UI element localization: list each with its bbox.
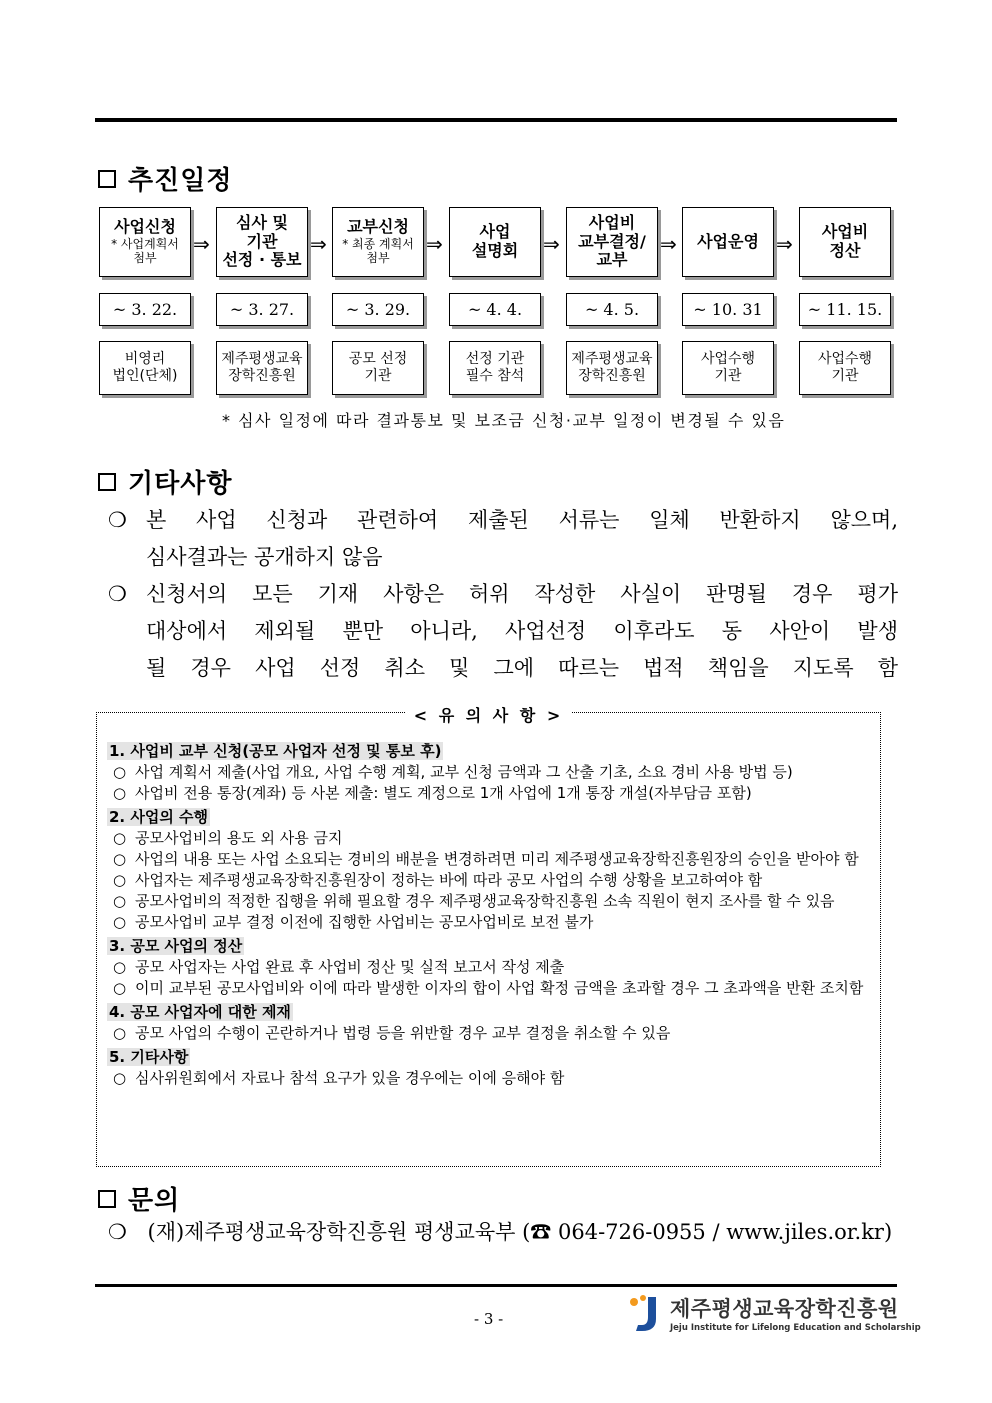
step-subtext: * 사업계획서 첨부 — [111, 237, 179, 266]
notice-item-text: 공모사업비 교부 결정 이전에 집행한 사업비는 공모사업비로 보전 불가 — [135, 913, 594, 931]
circle-bullet-icon: ○ — [113, 763, 127, 781]
step-date: ~ 3. 22. — [99, 293, 191, 326]
flow-arrow-icon: ⇒ — [426, 232, 443, 256]
step-title: 사업비 교부결정/ 교부 — [578, 212, 646, 270]
notice-item — [107, 870, 877, 891]
other-line: 될 경우 사업 선정 취소 및 그에 따르는 법적 책임을 지도록 함 — [146, 656, 898, 680]
step-organization: 비영리 법인(단체) — [99, 341, 191, 395]
schedule-step — [99, 207, 191, 277]
notice-heading — [107, 1047, 877, 1068]
step-organization: 제주평생교육 장학진흥원 — [566, 341, 658, 395]
notice-item-text: 이미 교부된 공모사업비와 이에 따라 발생한 이자의 합이 사업 확정 금액을 초과할 경우 그 초과액을 반환 조치함 — [135, 979, 864, 997]
notice-item — [107, 957, 877, 978]
institution-logo — [626, 1293, 921, 1333]
logo-name: 제주평생교육장학진흥원 — [670, 1297, 899, 1321]
step-date: ~ 4. 4. — [449, 293, 541, 326]
notice-item-text: 사업 계획서 제출(사업 개요, 사업 수행 계획, 교부 신청 금액과 그 산출 기초, 소요 경비 사용 방법 등) — [135, 763, 793, 781]
other-line: 심사결과는 공개하지 않음 — [146, 545, 383, 569]
other-line: 본 사업 신청과 관련하여 제출된 서류는 일체 반환하지 않으며, — [146, 508, 898, 532]
schedule-step — [216, 207, 308, 277]
flow-arrow-icon: ⇒ — [776, 232, 793, 256]
circle-bullet-icon: ○ — [113, 829, 127, 847]
notice-heading — [107, 936, 877, 957]
step-organization: 사업수행 기관 — [799, 341, 891, 395]
section-title-contact: 문의 — [98, 1180, 180, 1217]
step-title: 사업신청 — [114, 217, 176, 237]
step-title: 사업운영 — [697, 231, 759, 251]
contact-line — [108, 1216, 892, 1246]
notice-item-text: 심사위원회에서 자료나 참석 요구가 있을 경우에는 이에 응해야 함 — [135, 1069, 565, 1087]
checkbox-square-icon — [98, 473, 116, 491]
schedule-step — [799, 207, 891, 277]
step-date: ~ 10. 31 — [682, 293, 774, 326]
section-title-schedule: 추진일정 — [98, 160, 232, 197]
step-title: 사업 설명회 — [471, 222, 519, 260]
circle-bullet-icon: ○ — [113, 979, 127, 997]
notice-heading-text: 1. 사업비 교부 신청(공모 사업자 선정 및 통보 후) — [109, 742, 442, 760]
notice-heading — [107, 741, 877, 762]
step-organization: 선정 기관 필수 참석 — [449, 341, 541, 395]
notice-heading-text: 3. 공모 사업의 정산 — [109, 937, 243, 955]
bullet-circle-icon: ❍ — [108, 1220, 127, 1244]
notice-box — [96, 706, 881, 1167]
page-number: - 3 - — [474, 1310, 504, 1328]
notice-heading-text: 4. 공모 사업자에 대한 제재 — [109, 1003, 291, 1021]
notice-item — [107, 912, 877, 933]
step-date: ~ 4. 5. — [566, 293, 658, 326]
flow-arrow-icon: ⇒ — [193, 232, 210, 256]
flow-arrow-icon: ⇒ — [543, 232, 560, 256]
notice-heading — [107, 807, 877, 828]
notice-item-text: 사업자는 제주평생교육장학진흥원장이 정하는 바에 따라 공모 사업의 수행 상황을 보고하여야 함 — [135, 871, 763, 889]
checkbox-square-icon — [98, 170, 116, 188]
bullet-circle-icon: ❍ — [108, 582, 127, 606]
contact-text: (재)제주평생교육장학진흥원 평생교육부 (☎ 064-726-0955 / www.jiles.or.kr) — [147, 1220, 893, 1244]
schedule-step — [449, 207, 541, 277]
logo-english-name: Jeju Institute for Lifelong Education and Scholarship — [670, 1323, 921, 1333]
checkbox-square-icon — [98, 1190, 116, 1208]
step-title: 교부신청 — [347, 217, 409, 237]
circle-bullet-icon: ○ — [113, 871, 127, 889]
notice-item — [107, 1068, 877, 1089]
schedule-step — [332, 207, 424, 277]
step-date: ~ 3. 29. — [332, 293, 424, 326]
other-line: 대상에서 제외될 뿐만 아니라, 사업선정 이후라도 동 사안이 발생 — [146, 619, 898, 643]
notice-item — [107, 783, 877, 804]
notice-item — [107, 828, 877, 849]
step-organization: 사업수행 기관 — [682, 341, 774, 395]
notice-item — [107, 762, 877, 783]
notice-heading — [107, 1002, 877, 1023]
notice-heading-text: 5. 기타사항 — [109, 1048, 189, 1066]
flow-arrow-icon: ⇒ — [660, 232, 677, 256]
step-date: ~ 11. 15. — [799, 293, 891, 326]
step-title: 사업비 정산 — [821, 222, 869, 260]
section-title-other: 기타사항 — [98, 463, 232, 500]
schedule-step — [682, 207, 774, 277]
notice-item — [107, 891, 877, 912]
schedule-note: * 심사 일정에 따라 결과통보 및 보조금 신청·교부 일정이 변경될 수 있음 — [222, 411, 786, 430]
logo-mark-icon — [626, 1293, 662, 1333]
schedule-step — [566, 207, 658, 277]
circle-bullet-icon: ○ — [113, 784, 127, 802]
circle-bullet-icon: ○ — [113, 892, 127, 910]
circle-bullet-icon: ○ — [113, 913, 127, 931]
notice-item-text: 공모 사업의 수행이 곤란하거나 법령 등을 위반할 경우 교부 결정을 취소할 수 있음 — [135, 1024, 671, 1042]
top-rule — [95, 118, 897, 122]
notice-item-text: 공모사업비의 용도 외 사용 금지 — [135, 829, 343, 847]
notice-content — [107, 738, 877, 1089]
notice-item — [107, 978, 877, 999]
notice-heading-text: 2. 사업의 수행 — [109, 808, 209, 826]
circle-bullet-icon: ○ — [113, 1024, 127, 1042]
other-line: 신청서의 모든 기재 사항은 허위 작성한 사실이 판명될 경우 평가 — [146, 582, 898, 606]
other-item-1 — [108, 502, 898, 576]
flow-arrow-icon: ⇒ — [310, 232, 327, 256]
step-date: ~ 3. 27. — [216, 293, 308, 326]
notice-item — [107, 1023, 877, 1044]
notice-item-text: 공모사업비의 적정한 집행을 위해 필요할 경우 제주평생교육장학진흥원 소속 직원이 현지 조사를 할 수 있음 — [135, 892, 835, 910]
notice-item-text: 사업의 내용 또는 사업 소요되는 경비의 배분을 변경하려면 미리 제주평생교육장학진흥원장의 승인을 받아야 함 — [135, 850, 859, 868]
circle-bullet-icon: ○ — [113, 1069, 127, 1087]
notice-item-text: 공모 사업자는 사업 완료 후 사업비 정산 및 실적 보고서 작성 제출 — [135, 958, 565, 976]
other-item-2 — [108, 576, 898, 687]
bullet-circle-icon: ❍ — [108, 508, 127, 532]
step-title: 심사 및 기관 선정 · 통보 — [222, 212, 302, 270]
circle-bullet-icon: ○ — [113, 850, 127, 868]
step-organization: 공모 선정 기관 — [332, 341, 424, 395]
step-organization: 제주평생교육 장학진흥원 — [216, 341, 308, 395]
notice-item-text: 사업비 전용 통장(계좌) 등 사본 제출: 별도 계정으로 1개 사업에 1개 통장 개설(자부담금 포함) — [135, 784, 752, 802]
circle-bullet-icon: ○ — [113, 958, 127, 976]
bottom-rule — [95, 1284, 897, 1287]
notice-title: < 유 의 사 항 > — [406, 706, 572, 725]
step-subtext: * 최종 계획서 첨부 — [342, 237, 414, 266]
notice-item — [107, 849, 877, 870]
